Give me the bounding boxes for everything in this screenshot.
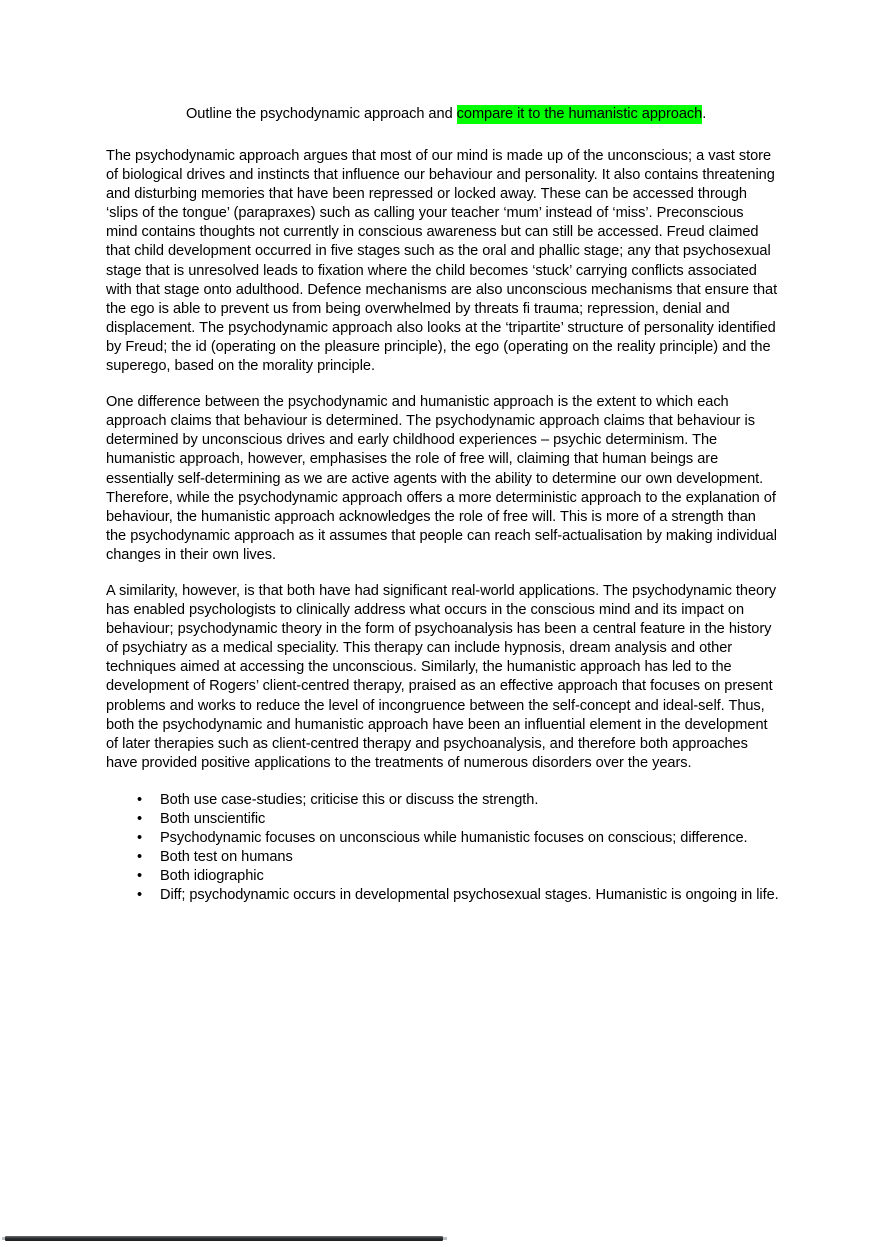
list-item xyxy=(106,848,786,867)
list-item-label: Psychodynamic focuses on unconscious while humanistic focuses on conscious; difference. xyxy=(160,830,748,847)
list-item-label: Both unscientific xyxy=(160,811,266,828)
bullet-icon: • xyxy=(137,868,143,885)
list-item xyxy=(106,829,786,848)
list-item xyxy=(106,867,786,886)
paragraph-3: A similarity, however, is that both have had significant real-world applications. The psychodynamic theory has enabled psychologists to clinically address what occurs in the conscious mind and its impact on behaviour; psychodynamic theory in the form of psychoanalysis has been a central feature in the history of psychiatry as a medical speciality. This therapy can include hypnosis, dream analysis and other techniques aimed at accessing the unconscious. Similarly, the humanistic approach has led to the development of Rogers’ client-centred therapy, praised as an effective approach that focuses on present problems and works to reduce the level of incongruence between the self-concept and ideal-self. Thus, both the psychodynamic and humanistic approach have been an influential element in the development of later therapies such as client-centred therapy and psychoanalysis, and therefore both approaches have provided positive applications to the treatments of numerous disorders over the years. xyxy=(106,582,777,771)
list-item-label: Diff; psychodynamic occurs in developmental psychosexual stages. Humanistic is ongoing in life. xyxy=(160,887,779,904)
list-item-label: Both use case-studies; criticise this or discuss the strength. xyxy=(160,792,539,808)
body-text xyxy=(106,147,778,773)
page-title xyxy=(186,105,706,124)
list-item xyxy=(106,810,786,829)
list-item-label: Both idiographic xyxy=(160,868,264,885)
bullet-list xyxy=(106,791,786,906)
horizontal-scrollbar-thumb[interactable] xyxy=(5,1236,443,1241)
bullet-icon: • xyxy=(137,792,143,808)
paragraph-1: The psychodynamic approach argues that most of our mind is made up of the unconscious; a vast store of biological drives and instincts that influence our behaviour and personality. It also contains threatening and disturbing memories that have been repressed or locked away. These can be accessed through ‘slips of the tongue’ (parapraxes) such as calling your teacher ‘mum’ instead of ‘miss’. Preconscious mind contains thoughts not currently in conscious awareness but can still be accessed. Freud claimed that child development occurred in five stages such as the oral and phallic stage; any that psychosexual stage that is unresolved leads to fixation where the child becomes ‘stuck’ carrying conflicts associated with that stage onto adulthood. Defence mechanisms are also unconscious mechanisms that ensure that the ego is able to prevent us from being overwhelmed by threats fi trauma; repression, denial and displacement. The psychodynamic approach also looks at the ‘tripartite’ structure of personality identified by Freud; the id (operating on the pleasure principle), the ego (operating on the reality principle) and the superego, based on the morality principle. xyxy=(106,148,778,375)
page-title-highlight: compare it to the humanistic approach xyxy=(456,106,703,122)
list-item xyxy=(106,791,786,810)
bullet-icon: • xyxy=(137,849,143,866)
horizontal-scrollbar-right-cap[interactable] xyxy=(443,1237,447,1240)
list-item xyxy=(106,886,786,905)
bullet-icon: • xyxy=(137,887,143,904)
list-item-label: Both test on humans xyxy=(160,849,293,866)
page-title-prefix: Outline the psychodynamic approach and xyxy=(186,106,457,122)
paragraph-2: One difference between the psychodynamic and humanistic approach is the extent to which each approach claims that behaviour is determined. The psychodynamic approach claims that behaviour is determined by unconscious drives and early childhood experiences – psychic determinism. The humanistic approach, however, emphasises the role of free will, claiming that human beings are essentially self-determining as we are active agents with the ability to determine our own development. Therefore, while the psychodynamic approach offers a more deterministic approach to the explanation of behaviour, the humanistic approach acknowledges the role of free will. This is more of a strength than the psychodynamic approach as it assumes that people can reach self-actualisation by making individual changes in their own lives. xyxy=(106,394,777,563)
bullet-icon: • xyxy=(137,830,143,847)
page-title-suffix: . xyxy=(702,106,707,122)
bullet-icon: • xyxy=(137,811,143,828)
